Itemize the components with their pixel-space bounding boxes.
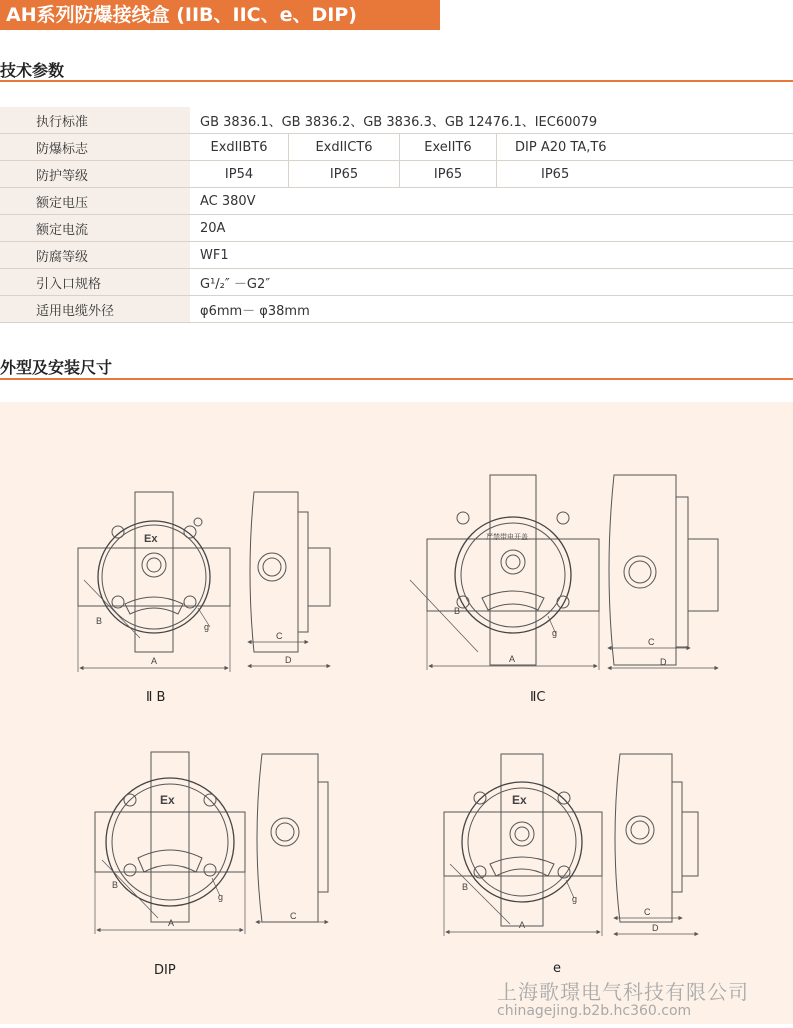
dim-label-g: g <box>572 894 577 904</box>
iic-front-view <box>410 475 599 670</box>
spec-row-anticorrosion <box>0 242 793 269</box>
spec-row-inlet <box>0 269 793 296</box>
dim-label-c: C <box>648 637 655 647</box>
watermark-url: chinagejing.b2b.hc360.com <box>497 1003 691 1019</box>
spec-table <box>0 107 793 323</box>
ex-mark-label: Ex <box>160 793 175 807</box>
spec-row-current <box>0 215 793 242</box>
spec-value: WF1 <box>190 242 793 269</box>
spec-label: 防腐等级 <box>0 242 190 269</box>
spec-label: 防护等级 <box>0 161 190 188</box>
dim-label-d: D <box>660 657 667 667</box>
e-side-view <box>614 754 698 934</box>
spec-value: GB 3836.1、GB 3836.2、GB 3836.3、GB 12476.1、IEC60079 <box>190 107 793 134</box>
dim-label-a: A <box>509 654 515 664</box>
section-divider <box>0 378 793 380</box>
iic-side-view <box>608 475 718 668</box>
spec-cell: IP54 <box>190 161 289 188</box>
spec-label: 额定电压 <box>0 188 190 215</box>
dim-label-g: g <box>204 622 209 632</box>
spec-cell: ExdIIBT6 <box>190 134 289 161</box>
dim-label-a: A <box>151 656 157 666</box>
spec-cell: DIP A20 TA,T6 <box>497 134 793 161</box>
dip-side-view <box>256 754 328 922</box>
section-title-install: 外型及安装尺寸 <box>0 355 112 378</box>
dim-label-b: B <box>462 882 468 892</box>
ex-mark-label: Ex <box>512 793 527 807</box>
spec-value: G¹/₂″ －G2″ <box>190 269 793 296</box>
spec-row-ex-mark <box>0 134 793 161</box>
spec-label: 执行标准 <box>0 107 190 134</box>
spec-cell: IP65 <box>289 161 400 188</box>
spec-value: AC 380V <box>190 188 793 215</box>
section-title-tech: 技术参数 <box>0 58 64 81</box>
spec-label: 防爆标志 <box>0 134 190 161</box>
spec-row-voltage <box>0 188 793 215</box>
dim-label-d: D <box>285 655 292 665</box>
dim-label-a: A <box>519 920 525 930</box>
spec-row-standard <box>0 107 793 134</box>
dim-label-b: B <box>96 616 102 626</box>
spec-value: φ6mm－ φ38mm <box>190 296 793 323</box>
dim-label-c: C <box>276 631 283 641</box>
dim-label-a: A <box>168 918 174 928</box>
caption-dip: DIP <box>154 963 176 978</box>
diagram-drawings <box>0 402 793 1024</box>
dim-label-g: g <box>552 628 557 638</box>
diagram-area <box>0 402 793 1024</box>
e-front-view <box>444 754 602 936</box>
watermark-company: 上海歌璟电气科技有限公司 <box>497 976 749 1005</box>
iib-front-view <box>78 492 230 672</box>
dim-label-c: C <box>290 911 297 921</box>
spec-cell: IP65 <box>400 161 497 188</box>
spec-value: 20A <box>190 215 793 242</box>
caption-e: e <box>553 961 561 976</box>
dim-label-b: B <box>454 606 460 616</box>
warning-plate-label: 严禁带电开盖 <box>486 532 528 541</box>
spec-row-cable <box>0 296 793 323</box>
spec-label: 适用电缆外径 <box>0 296 190 323</box>
spec-cell: ExeIIT6 <box>400 134 497 161</box>
iib-side-view <box>248 492 330 666</box>
section-divider <box>0 80 793 82</box>
spec-cell: ExdIICT6 <box>289 134 400 161</box>
dim-label-b: B <box>112 880 118 890</box>
caption-iic: ⅡC <box>530 690 545 705</box>
caption-iib: Ⅱ B <box>146 690 165 705</box>
page-title: AH系列防爆接线盒 (IIB、IIC、e、DIP) <box>0 0 440 30</box>
dim-label-c: C <box>644 907 651 917</box>
ex-mark-label: Ex <box>144 533 158 545</box>
spec-label: 额定电流 <box>0 215 190 242</box>
dim-label-g: g <box>218 892 223 902</box>
spec-row-ip <box>0 161 793 188</box>
spec-label: 引入口规格 <box>0 269 190 296</box>
dip-front-view <box>95 752 245 934</box>
dim-label-d: D <box>652 923 659 933</box>
spec-cell: IP65 <box>497 161 793 188</box>
